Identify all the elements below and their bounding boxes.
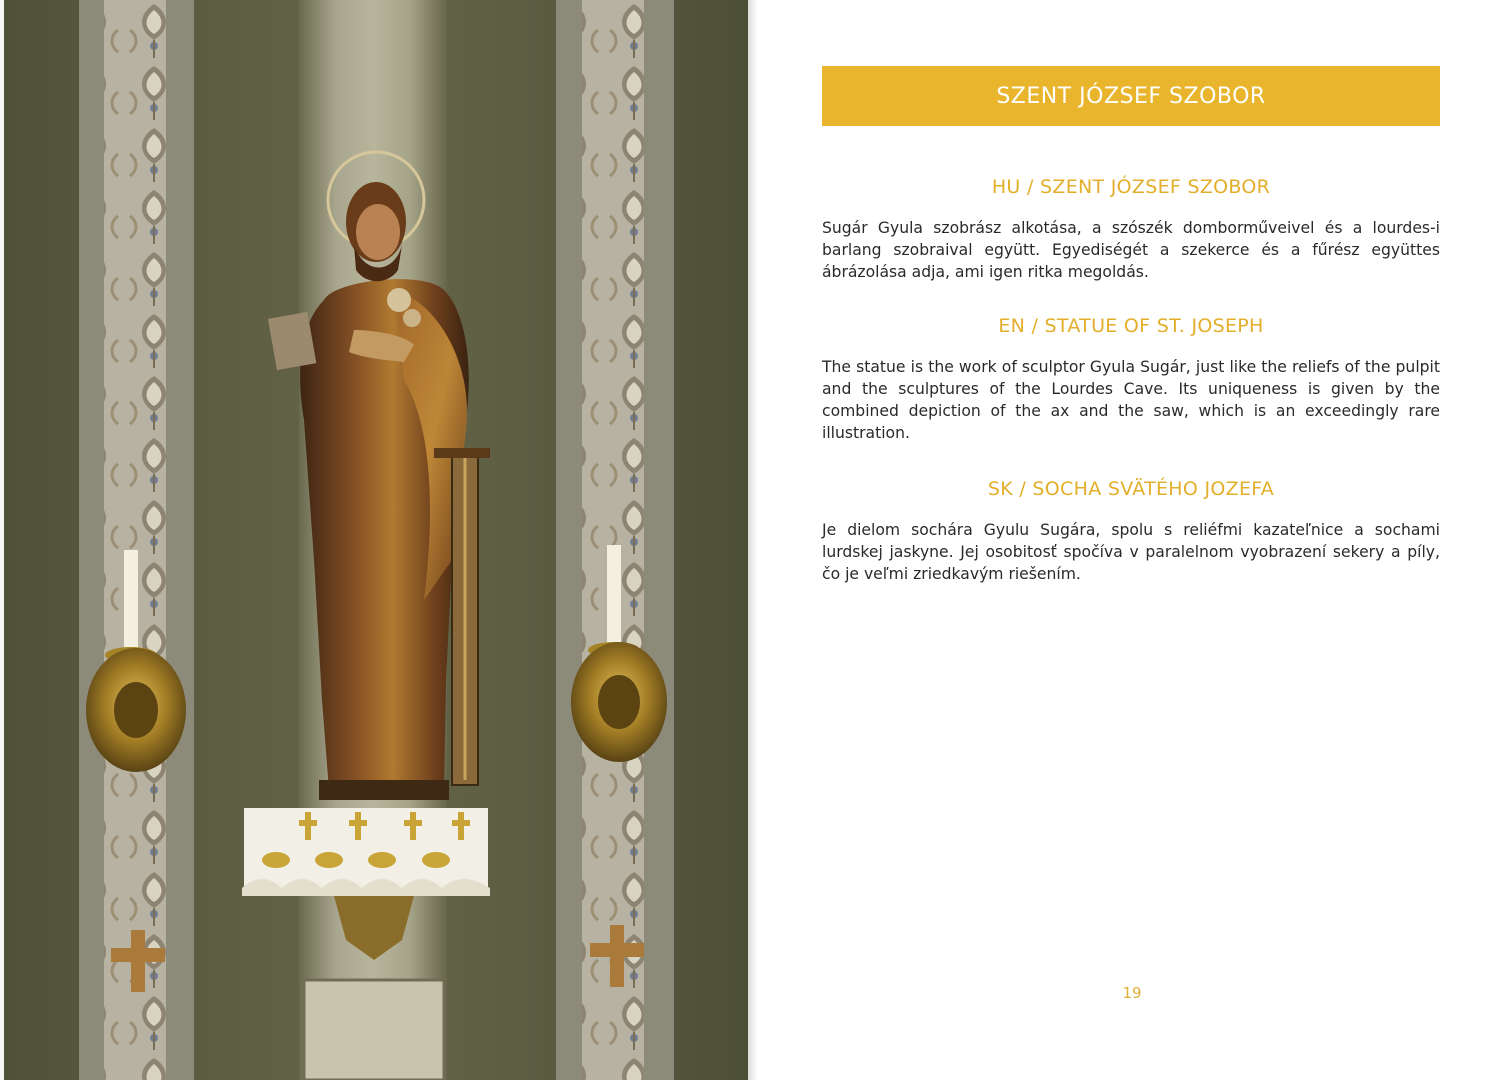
- book-gutter: [748, 0, 758, 1080]
- section-heading-sk: SK / SOCHA SVÄTÉHO JOZEFA: [987, 478, 1275, 500]
- page-number: 19: [1122, 984, 1142, 1002]
- right-page: [758, 0, 1486, 1080]
- section-body-hu: Sugár Gyula szobrász alkotása, a szószék domborműveivel és a lourdes-i barlang szobraival együtt. Egyediségét a szekerce és a fűrész együttes ábrázolása adja, ami igen ritka megoldás.: [822, 219, 1440, 281]
- section-heading-en: EN / STATUE OF ST. JOSEPH: [998, 315, 1264, 337]
- title-banner: [822, 66, 1440, 126]
- section-heading-hu: HU / SZENT JÓZSEF SZOBOR: [991, 176, 1271, 198]
- page-title: SZENT JÓZSEF SZOBOR: [996, 83, 1266, 109]
- statue-photo: [4, 0, 748, 1080]
- section-body-sk: Je dielom sochára Gyulu Sugára, spolu s reliéfmi kazateľnice a sochami lurdskej jaskyne. Jej osobitosť spočíva v paralelnom vyobrazení sekery a píly, čo je veľmi zriedkavým riešením.: [822, 521, 1440, 583]
- section-body-en: The statue is the work of sculptor Gyula Sugár, just like the reliefs of the pulpit and the sculptures of the Lourdes Cave. Its uniqueness is given by the combined depiction of the ax and the saw, which is an exceedingly rare illustration.: [822, 358, 1440, 442]
